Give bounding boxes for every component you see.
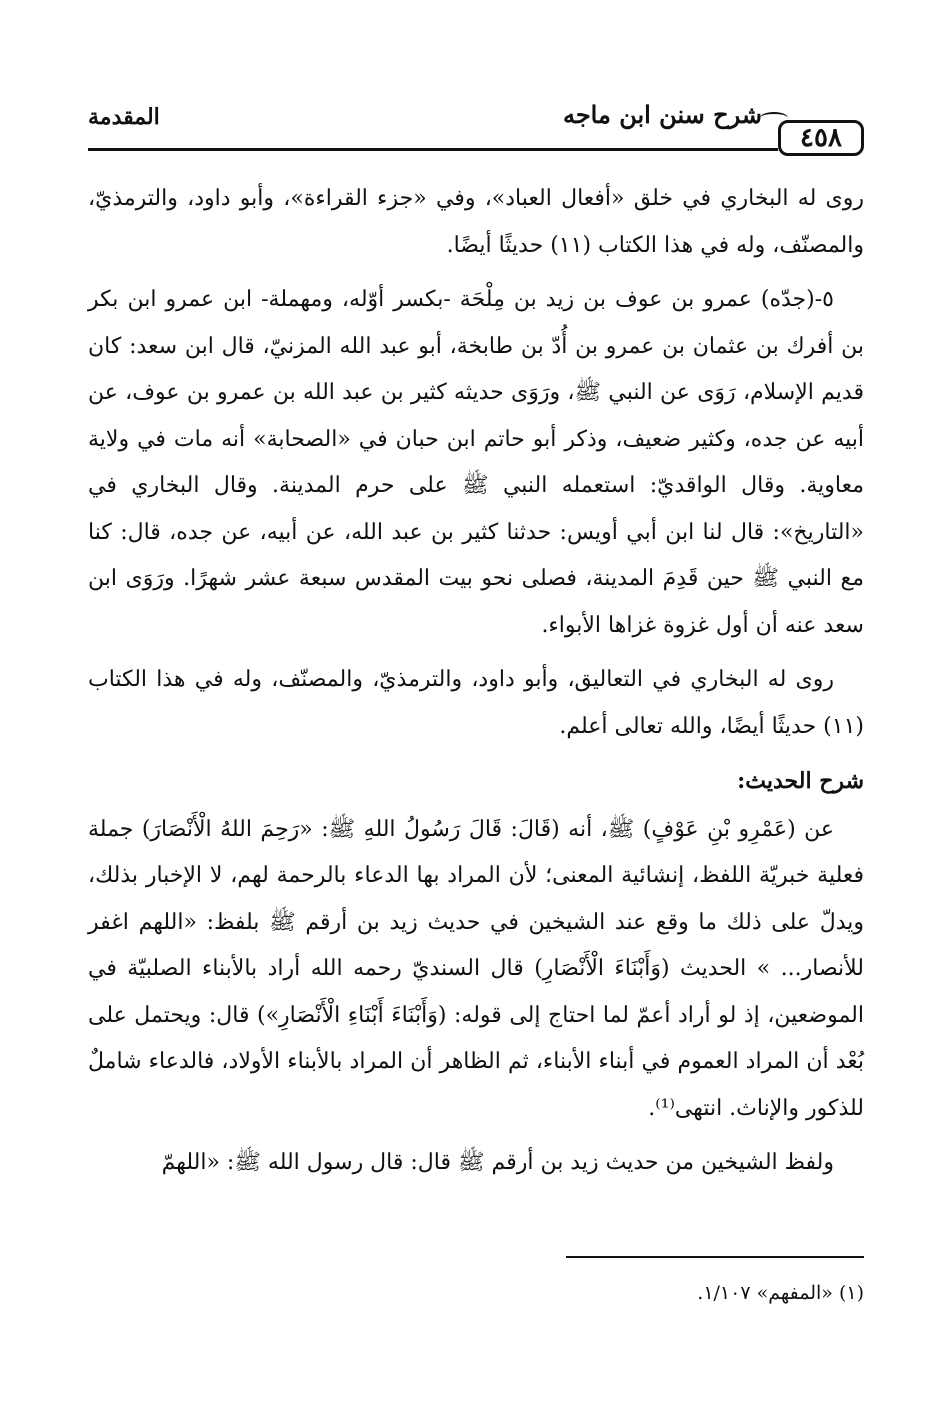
header-divider xyxy=(88,148,778,151)
footnote-divider xyxy=(566,1256,864,1258)
biography-paragraph: ٥-(جدّه) عمرو بن عوف بن زيد بن مِلْحَة -بكسر أوّله، ومهملة- ابن عمرو ابن بكر بن أفرك بن عثمان بن عمرو بن أُدّ بن طابخة، أبو عبد الله المزنيّ، قال ابن سعد: كان قديم الإسلام، رَوَى عن النبي ﷺ، ورَوَى حديثه كثير بن عبد الله بن عمرو بن عوف، عن أبيه عن جده، وكثير ضعيف، وذكر أبو حاتم ابن حبان في «الصحابة» أنه مات في ولاية معاوية. وقال الواقديّ: استعمله النبي ﷺ على حرم المدينة. وقال البخاري في «التاريخ»: قال لنا ابن أبي أويس: حدثنا كثير بن عبد الله، عن أبيه، عن جده، قال: كنا مع النبي ﷺ حين قَدِمَ المدينة، فصلى نحو بيت المقدس سبعة عشر شهرًا. ورَوَى ابن سعد عنه أن أول غزوة غزاها الأبواء. xyxy=(88,287,864,638)
main-text xyxy=(88,176,864,1195)
page-number-box xyxy=(778,120,864,156)
page-header xyxy=(88,98,864,158)
title-ornament xyxy=(760,112,788,124)
page-number: ٤٥٨ xyxy=(800,123,842,153)
narrators-paragraph-2: روى له البخاري في التعاليق، وأبو داود، والترمذيّ، والمصنّف، وله في هذا الكتاب (١١) حديثًا أيضًا، والله تعالى أعلم. xyxy=(88,667,864,739)
footnote: (١) «المفهم» ١/١٠٧. xyxy=(697,1282,864,1304)
sharh-heading: شرح الحديث: xyxy=(737,768,864,794)
sharh-paragraph-2: ولفظ الشيخين من حديث زيد بن أرقم ﷺ قال: قال رسول الله ﷺ: «اللهمّ xyxy=(161,1150,834,1175)
section-title: المقدمة xyxy=(88,104,160,130)
sharh-paragraph: عن (عَمْرِو بْنِ عَوْفٍ) ﷺ، أنه (قَالَ: قَالَ رَسُولُ اللهِ ﷺ: «رَحِمَ اللهُ الْأَنْصَارَ) جملة فعلية خبريّة اللفظ، إنشائية المعنى؛ لأن المراد بها الدعاء بالرحمة لهم، لا الإخبار بذلك، ويدلّ على ذلك ما وقع عند الشيخين في حديث زيد بن أرقم ﷺ بلفظ: «اللهم اغفر للأنصار... » الحديث (وَأَبْنَاءَ الْأَنْصَارِ) قال السنديّ رحمه الله أراد بالأبناء الصلبيّة في الموضعين، إذ لو أراد أعمّ لما احتاج إلى قوله: (وَأَبْنَاءَ أَبْنَاءِ الْأَنْصَارِ») قال: ويحتمل على بُعْد أن المراد العموم في أبناء الأبناء، ثم الظاهر أن المراد بالأبناء الأولاد، فالدعاء شاملٌ للذكور والإناث. انتهى⁽¹⁾. xyxy=(88,816,864,1121)
narrators-paragraph: روى له البخاري في خلق «أفعال العباد»، وفي «جزء القراءة»، وأبو داود، والترمذيّ، والمصنّف، وله في هذا الكتاب (١١) حديثًا أيضًا. xyxy=(88,186,864,258)
book-title: شرح سنن ابن ماجه xyxy=(562,100,762,129)
